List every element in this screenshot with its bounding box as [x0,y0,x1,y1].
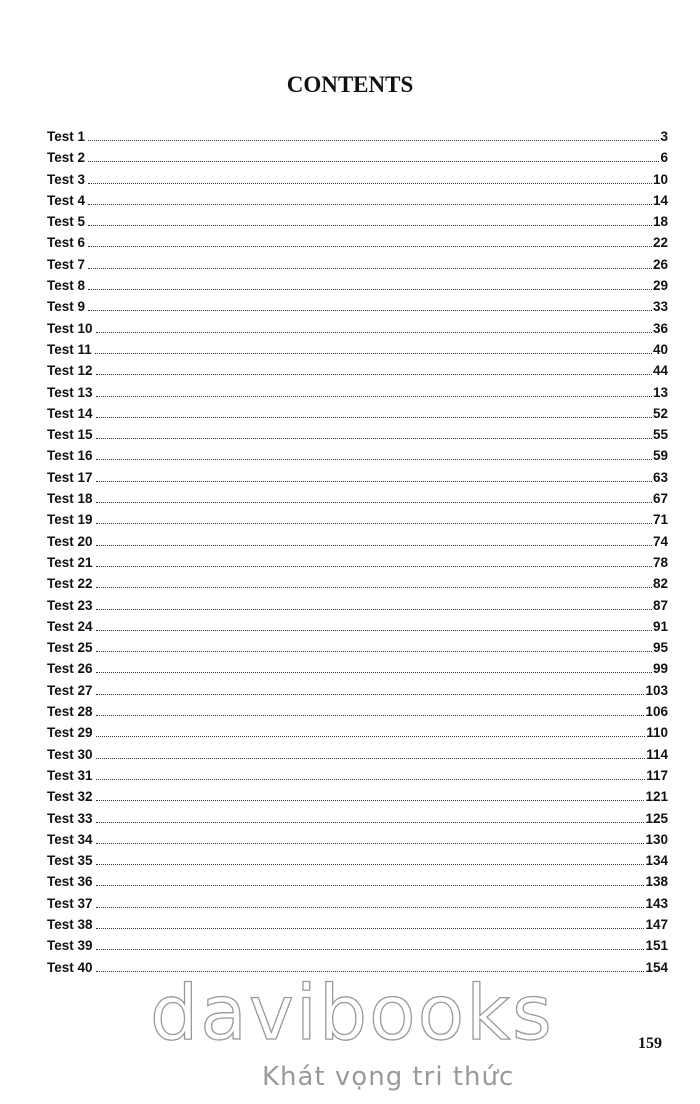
dot-leader [88,140,659,141]
dot-leader [96,949,645,950]
toc-entry-label: Test 38 [47,916,93,932]
toc-entry-page: 138 [645,874,668,890]
toc-entry [47,896,668,917]
toc-entry-label: Test 11 [47,341,92,357]
toc-entry-page: 151 [645,938,668,954]
toc-entry-page: 106 [645,704,668,720]
toc-entry-label: Test 20 [47,533,93,549]
toc-entry-page: 147 [645,916,668,932]
toc-entry-label: Test 40 [47,959,93,975]
toc-entry [47,150,668,171]
toc-entry [47,661,668,682]
toc-entry [47,278,668,299]
toc-entry-page: 36 [652,320,668,336]
toc-entry-page: 29 [652,278,668,294]
toc-entry-label: Test 31 [47,767,93,783]
dot-leader [96,864,645,865]
toc-entry-label: Test 28 [47,704,93,720]
toc-entry-page: 117 [646,767,668,783]
toc-entry-label: Test 27 [47,682,93,698]
toc-entry-label: Test 3 [47,171,86,187]
toc-entry-label: Test 7 [47,256,86,272]
toc-entry-page: 59 [652,448,668,464]
toc-entry [47,512,668,533]
dot-leader [96,715,645,716]
toc-entry [47,576,668,597]
toc-entry-page: 44 [652,363,668,379]
toc-entry-label: Test 21 [47,554,93,570]
toc-entry-label: Test 29 [47,725,93,741]
toc-entry-page: 103 [645,682,668,698]
toc-entry-page: 110 [646,725,668,741]
toc-entry-page: 82 [652,576,668,592]
toc-entry [47,811,668,832]
toc-entry [47,704,668,725]
toc-entry-label: Test 19 [47,512,93,528]
toc-entry-page: 63 [652,469,668,485]
toc-entry [47,257,668,278]
dot-leader [96,374,652,375]
toc-entry [47,789,668,810]
toc-entry [47,129,668,150]
toc-entry [47,725,668,746]
toc-entry-page: 10 [652,171,668,187]
toc-entry-page: 33 [652,299,668,315]
toc-entry [47,172,668,193]
toc-entry-page: 99 [652,661,668,677]
toc-entry-page: 121 [645,789,668,805]
dot-leader [96,417,652,418]
toc-entry [47,768,668,789]
toc-entry [47,534,668,555]
toc-entry-page: 125 [645,810,668,826]
toc-entry-page: 3 [660,129,668,144]
toc-entry [47,214,668,235]
toc-entry-label: Test 17 [47,469,93,485]
toc-entry-label: Test 23 [47,597,93,613]
dot-leader [96,438,652,439]
dot-leader [96,481,652,482]
dot-leader [96,694,645,695]
toc-entry-page: 22 [652,235,668,251]
toc-entry-page: 143 [645,895,668,911]
dot-leader [96,587,652,588]
toc-entry-label: Test 34 [47,831,93,847]
toc-entry-label: Test 8 [47,278,86,294]
toc-entry-page: 40 [652,341,668,357]
toc-entry-label: Test 4 [47,192,86,208]
watermark-slogan: Khát vọng tri thức [262,1062,515,1092]
toc-entry-label: Test 1 [47,129,86,144]
dot-leader [88,161,659,162]
toc-entry-page: 95 [652,640,668,656]
toc-entry [47,555,668,576]
toc-entry [47,448,668,469]
dot-leader [88,225,652,226]
toc-entry-label: Test 12 [47,363,93,379]
dot-leader [96,885,645,886]
toc-entry-label: Test 30 [47,746,93,762]
toc-entry [47,470,668,491]
dot-leader [96,822,645,823]
toc-entry-label: Test 18 [47,491,93,507]
dot-leader [96,672,652,673]
toc-entry-page: 154 [645,959,668,975]
toc-entry-page: 114 [646,746,668,762]
dot-leader [96,630,652,631]
toc-entry [47,832,668,853]
toc-entry [47,917,668,938]
toc-entry-page: 14 [652,192,668,208]
dot-leader [88,268,652,269]
toc-entry-label: Test 36 [47,874,93,890]
toc-entry [47,491,668,512]
toc-entry-label: Test 5 [47,214,86,230]
toc-entry [47,363,668,384]
toc-entry [47,938,668,959]
dot-leader [96,843,645,844]
dot-leader [96,758,646,759]
toc-entry [47,640,668,661]
toc-entry [47,747,668,768]
toc-entry-page: 71 [652,512,668,528]
toc-entry-label: Test 2 [47,150,86,166]
dot-leader [96,736,646,737]
toc-entry [47,683,668,704]
toc-entry-label: Test 13 [47,384,93,400]
table-of-contents [47,129,668,981]
toc-entry [47,193,668,214]
toc-entry [47,619,668,640]
toc-entry-page: 78 [652,554,668,570]
dot-leader [96,396,652,397]
dot-leader [88,310,652,311]
toc-entry-label: Test 14 [47,405,93,421]
dot-leader [88,246,652,247]
toc-entry [47,235,668,256]
toc-entry-label: Test 24 [47,618,93,634]
dot-leader [88,289,652,290]
toc-entry-label: Test 26 [47,661,93,677]
toc-entry-page: 74 [652,533,668,549]
dot-leader [96,566,652,567]
toc-entry-label: Test 39 [47,938,93,954]
toc-entry-page: 91 [652,618,668,634]
toc-entry-page: 134 [645,853,668,869]
toc-entry-page: 6 [660,150,668,166]
toc-entry [47,598,668,619]
toc-entry-label: Test 22 [47,576,93,592]
dot-leader [95,353,652,354]
dot-leader [96,907,645,908]
watermark-brand: davibooks [150,968,554,1057]
toc-entry [47,321,668,342]
toc-entry-label: Test 33 [47,810,93,826]
dot-leader [96,800,645,801]
toc-entry-label: Test 16 [47,448,93,464]
page-title: CONTENTS [286,72,414,97]
dot-leader [96,928,645,929]
toc-entry-page: 130 [645,831,668,847]
page-number: 159 [638,1035,662,1052]
toc-entry-page: 87 [652,597,668,613]
toc-entry-label: Test 10 [47,320,93,336]
toc-entry [47,874,668,895]
dot-leader [96,609,652,610]
toc-entry-page: 52 [652,405,668,421]
dot-leader [96,545,652,546]
toc-entry-label: Test 6 [47,235,86,251]
dot-leader [96,779,646,780]
toc-entry-page: 26 [652,256,668,272]
toc-entry-label: Test 35 [47,853,93,869]
toc-entry [47,427,668,448]
toc-entry [47,385,668,406]
dot-leader [96,332,652,333]
dot-leader [88,183,652,184]
toc-entry [47,406,668,427]
toc-entry [47,299,668,320]
toc-entry-label: Test 37 [47,895,93,911]
toc-entry-label: Test 32 [47,789,93,805]
dot-leader [96,502,652,503]
toc-entry [47,342,668,363]
toc-entry-page: 55 [652,427,668,443]
dot-leader [88,204,652,205]
toc-entry-label: Test 9 [47,299,86,315]
dot-leader [96,459,652,460]
toc-entry-page: 18 [652,214,668,230]
toc-entry [47,853,668,874]
dot-leader [96,651,652,652]
dot-leader [96,523,652,524]
toc-entry-page: 67 [652,491,668,507]
toc-entry-label: Test 25 [47,640,93,656]
toc-entry-page: 13 [652,384,668,400]
toc-entry-label: Test 15 [47,427,93,443]
